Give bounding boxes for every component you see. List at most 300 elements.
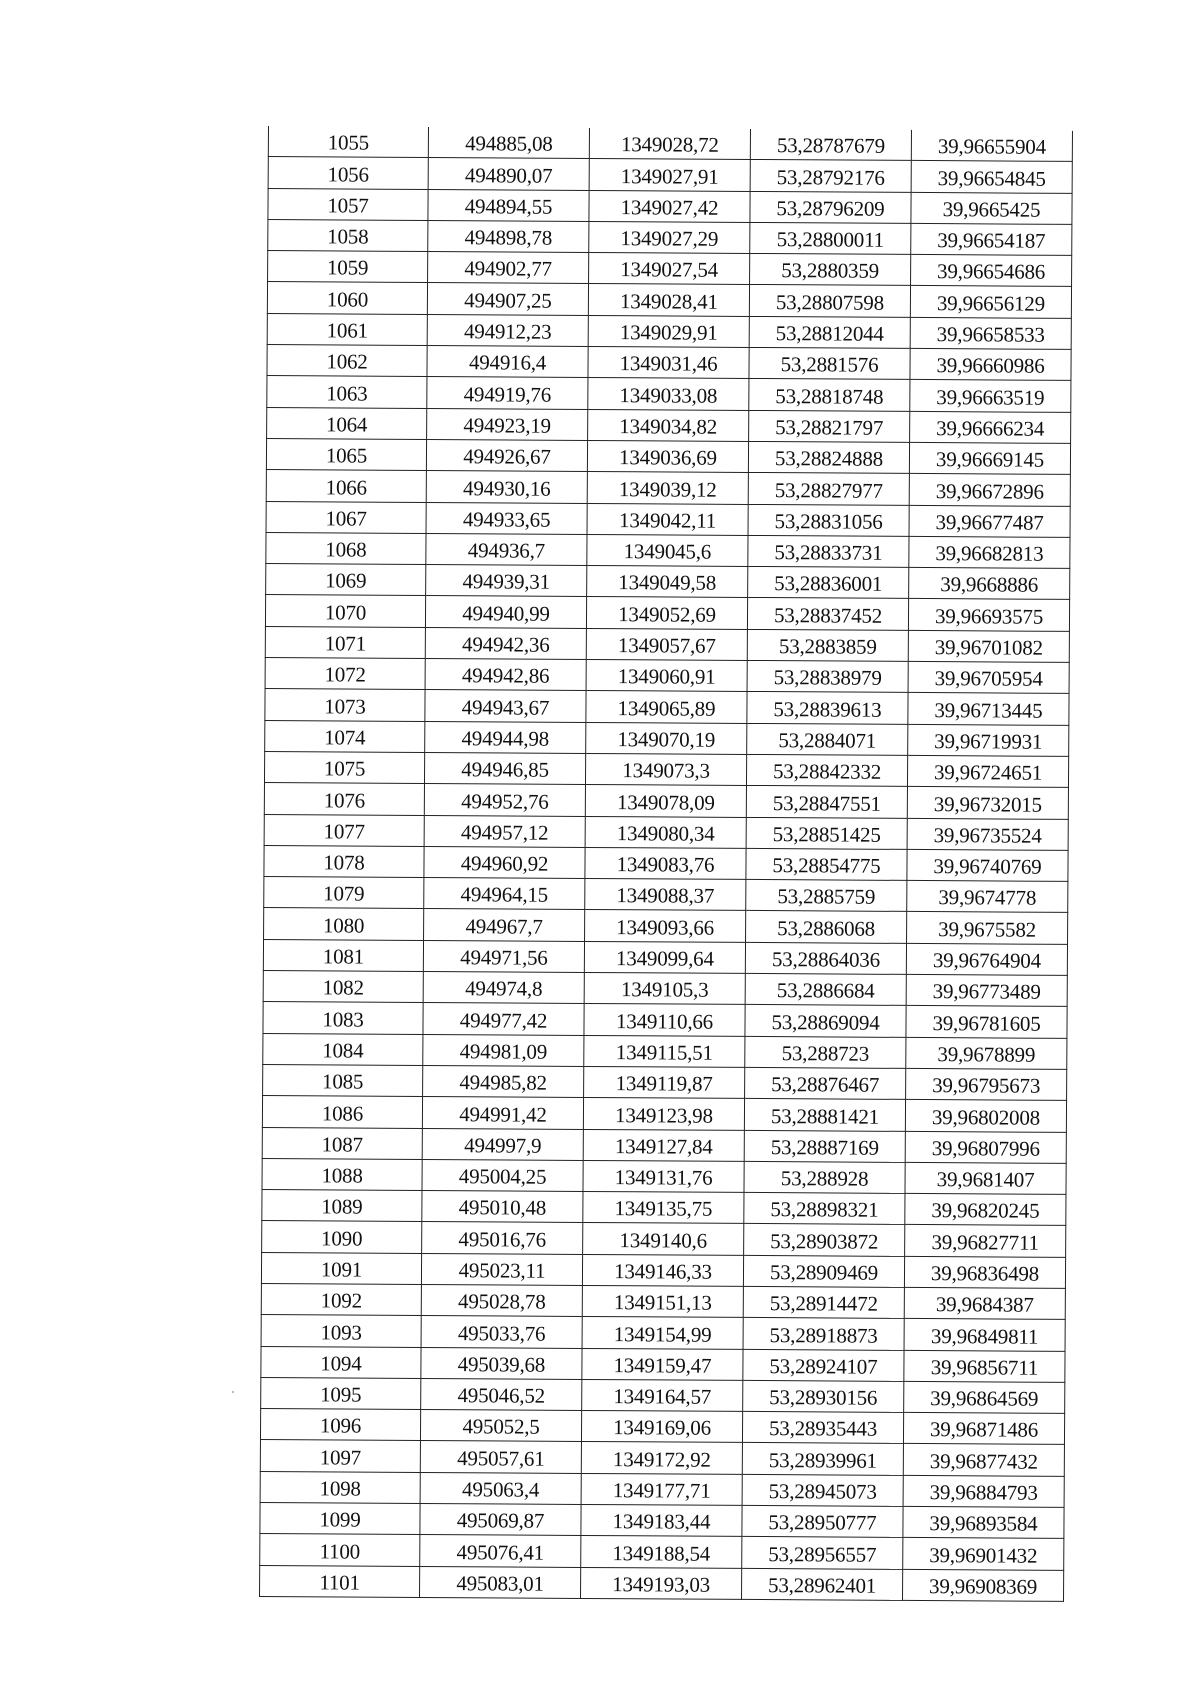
cell-value: 1078 [323,850,365,875]
table-row [260,1565,1064,1601]
cell-value: 53,2883859 [778,634,877,659]
cell-value: 39,96660986 [936,353,1045,379]
cell-value: 53,28792176 [776,164,885,190]
cell-value: 53,28881421 [770,1103,880,1129]
cell-value: 1061 [326,318,368,343]
table-row [262,1096,1066,1132]
y-coordinate-cell [587,566,748,598]
cell-value: 1100 [319,1538,361,1564]
cell-value: 494942,86 [461,663,550,689]
table-row [260,1409,1064,1445]
table-row [264,908,1068,944]
point-number-cell [265,720,425,752]
cell-value: 1099 [319,1507,361,1532]
coordinates-table [259,126,1073,1602]
point-number-cell [261,1346,421,1378]
x-coordinate-cell [424,815,585,847]
y-coordinate-cell [582,1348,743,1380]
latitude-cell [745,1005,906,1037]
y-coordinate-cell [584,941,745,973]
point-number-cell [267,313,427,345]
table-row [266,532,1070,568]
cell-value: 53,2886684 [776,978,875,1004]
latitude-cell [743,1255,904,1287]
cell-value: 39,96781605 [932,1010,1041,1036]
cell-value: 495033,76 [457,1320,546,1346]
cell-value: 53,28807598 [775,289,885,315]
table-row [265,626,1069,662]
point-number-cell [267,282,427,314]
x-coordinate-cell [425,659,586,691]
table-row [265,689,1069,725]
table-row [267,345,1071,381]
latitude-cell [746,848,907,880]
longitude-cell [903,1444,1064,1476]
longitude-cell [905,1225,1066,1257]
point-number-cell [261,1252,421,1284]
cell-value: 39,9675582 [938,916,1037,942]
scan-speck [232,1391,234,1393]
cell-value: 39,96672896 [935,478,1044,504]
cell-value: 53,28914472 [769,1291,878,1317]
cell-value: 1066 [325,474,367,500]
cell-value: 1349027,91 [620,163,719,189]
cell-value: 494940,99 [462,600,550,626]
point-number-cell [262,1158,422,1190]
latitude-cell [746,911,907,943]
cell-value: 53,28824888 [774,446,884,472]
table-row [263,1002,1067,1038]
y-coordinate-cell [585,753,746,785]
x-coordinate-cell [423,940,584,972]
y-coordinate-cell [584,972,745,1004]
table-row [264,814,1068,850]
cell-value: 1349080,34 [616,820,715,846]
cell-value: 39,96827711 [931,1229,1039,1255]
table-row [268,188,1072,224]
cell-value: 53,28956557 [768,1541,877,1567]
point-number-cell [260,1565,420,1597]
longitude-cell [911,223,1072,255]
table-row [260,1534,1064,1570]
cell-value: 53,28945073 [768,1479,877,1504]
cell-value: 39,96732015 [933,791,1042,817]
x-coordinate-cell [427,346,588,378]
cell-value: 495052,5 [462,1414,540,1440]
coordinates-table-body [260,126,1073,1601]
cell-value: 1062 [326,349,368,374]
cell-value: 39,96836498 [930,1261,1040,1286]
longitude-cell [907,787,1068,819]
latitude-cell [742,1474,903,1506]
cell-value: 1349183,44 [612,1509,711,1535]
cell-value: 53,2886068 [777,915,876,941]
point-number-cell [263,1064,423,1096]
cell-value: 39,96807996 [931,1135,1040,1161]
latitude-cell [750,160,911,192]
cell-value: 494907,25 [464,287,552,313]
longitude-cell [907,881,1068,913]
cell-value: 1349033,08 [619,382,718,408]
cell-value: 494936,7 [467,538,546,563]
cell-value: 53,28935443 [768,1416,878,1442]
cell-value: 1068 [325,537,367,562]
cell-value: 53,28950777 [768,1510,877,1536]
cell-value: 1095 [320,1382,362,1407]
longitude-cell [910,411,1071,443]
table-row [265,595,1069,631]
cell-value: 39,96864569 [930,1386,1039,1411]
cell-value: 1087 [321,1132,363,1157]
cell-value: 494952,76 [461,788,549,814]
cell-value: 495039,68 [457,1352,546,1377]
cell-value: 39,96677487 [935,509,1044,535]
cell-value: 1064 [325,412,368,437]
cell-value: 1063 [326,381,368,406]
longitude-cell [904,1381,1065,1413]
x-coordinate-cell [426,439,587,471]
longitude-cell [906,1037,1067,1069]
table-row [265,658,1069,694]
cell-value: 1349193,03 [612,1572,711,1597]
latitude-cell [748,535,909,567]
cell-value: 494985,82 [459,1070,547,1095]
y-coordinate-cell [582,1317,743,1349]
y-coordinate-cell [587,472,748,504]
point-number-cell [264,783,424,815]
cell-value: 1070 [324,600,367,625]
table-row [268,251,1072,287]
longitude-cell [911,192,1072,224]
x-coordinate-cell [426,565,587,597]
cell-value: 494964,15 [460,882,549,908]
y-coordinate-cell [581,1567,742,1599]
point-number-cell [264,814,424,846]
longitude-cell [910,349,1071,381]
cell-value: 1065 [325,443,368,468]
x-coordinate-cell [422,1159,583,1191]
x-coordinate-cell [427,377,588,409]
latitude-cell [744,1161,905,1193]
longitude-cell [904,1319,1065,1351]
longitude-cell [909,505,1070,537]
point-number-cell [266,532,426,564]
table-row [267,313,1071,349]
cell-value: 1088 [321,1163,363,1188]
cell-value: 53,28787679 [776,133,885,159]
longitude-cell [906,1006,1067,1038]
cell-value: 39,9668886 [940,572,1039,598]
cell-value: 53,28839613 [773,696,882,722]
cell-value: 1096 [319,1413,362,1439]
point-number-cell [265,689,425,721]
cell-value: 1349119,87 [615,1071,713,1096]
cell-value: 39,96764904 [932,948,1042,973]
cell-value: 1076 [323,787,366,813]
x-coordinate-cell [421,1347,582,1379]
cell-value: 53,28800011 [776,227,885,252]
table-row [266,564,1070,600]
cell-value: 53,28876467 [771,1072,880,1097]
y-coordinate-cell [586,628,747,660]
latitude-cell [744,1224,905,1256]
cell-value: 53,288928 [780,1166,869,1191]
cell-value: 1349083,76 [616,852,715,877]
cell-value: 39,96735524 [933,822,1042,848]
y-coordinate-cell [586,660,747,692]
x-coordinate-cell [421,1253,582,1285]
x-coordinate-cell [427,408,588,440]
cell-value: 494898,78 [464,225,553,250]
point-number-cell [266,564,426,596]
y-coordinate-cell [583,1129,744,1161]
cell-value: 1349031,46 [619,351,718,377]
longitude-cell [905,1131,1066,1163]
y-coordinate-cell [586,722,747,754]
longitude-cell [906,974,1067,1006]
latitude-cell [744,1099,905,1131]
table-row [263,1064,1067,1100]
cell-value: 1074 [324,725,366,750]
y-coordinate-cell [588,315,749,347]
x-coordinate-cell [428,127,589,159]
cell-value: 1093 [320,1319,362,1345]
longitude-cell [908,661,1069,693]
cell-value: 1349027,54 [620,257,719,283]
point-number-cell [260,1440,420,1472]
table-row [266,470,1070,506]
table-row [262,1190,1066,1226]
x-coordinate-cell [427,314,588,346]
table-row [267,282,1071,318]
longitude-cell [908,724,1069,756]
cell-value: 1101 [319,1570,360,1595]
cell-value: 39,96654187 [937,228,1046,253]
longitude-cell [903,1569,1064,1601]
cell-value: 53,2880359 [781,258,880,284]
cell-value: 494939,31 [462,569,551,595]
cell-value: 1097 [319,1445,362,1470]
cell-value: 53,28864036 [771,947,881,972]
point-number-cell [266,438,426,470]
y-coordinate-cell [582,1285,743,1317]
cell-value: 1098 [319,1476,361,1501]
cell-value: 1349177,71 [612,1478,711,1503]
table-row [264,783,1068,819]
x-coordinate-cell [420,1504,581,1536]
cell-value: 39,96669145 [935,447,1045,473]
cell-value: 1349029,91 [619,320,718,345]
cell-value: 1058 [327,224,369,249]
point-number-cell [260,1471,420,1503]
longitude-cell [905,1162,1066,1194]
cell-value: 494977,42 [459,1007,548,1033]
cell-value: 39,96871486 [929,1417,1039,1443]
x-coordinate-cell [424,909,585,941]
cell-value: 1079 [323,881,365,907]
cell-value: 494885,08 [465,131,553,157]
longitude-cell [907,912,1068,944]
cell-value: 1349027,29 [620,226,719,251]
x-coordinate-cell [426,502,587,534]
cell-value: 1090 [321,1226,363,1251]
y-coordinate-cell [585,785,746,817]
cell-value: 1085 [321,1069,364,1094]
cell-value: 1349049,58 [618,570,717,596]
cell-value: 53,28821797 [775,415,884,440]
y-coordinate-cell [585,816,746,848]
table-row [266,438,1070,474]
cell-value: 39,96856711 [930,1354,1039,1380]
latitude-cell [744,1193,905,1225]
longitude-cell [908,693,1069,725]
cell-value: 1349052,69 [618,601,716,627]
longitude-cell [904,1287,1065,1319]
cell-value: 495016,76 [458,1226,546,1252]
latitude-cell [748,567,909,599]
cell-value: 1075 [323,756,366,781]
cell-value: 53,2881576 [780,352,879,378]
point-number-cell [267,345,427,377]
point-number-cell [264,751,424,783]
latitude-cell [742,1568,903,1600]
table-row [263,939,1067,975]
y-coordinate-cell [588,409,749,441]
y-coordinate-cell [586,597,747,629]
point-number-cell [266,470,426,502]
x-coordinate-cell [422,1097,583,1129]
table-row [262,1221,1066,1257]
cell-value: 53,2884071 [778,728,877,753]
cell-value: 1069 [325,568,367,594]
table-row [261,1377,1065,1413]
cell-value: 1060 [326,287,369,312]
point-number-cell [267,376,427,408]
cell-value: 53,288723 [781,1041,870,1066]
cell-value: 1349045,6 [623,539,712,564]
longitude-cell [911,161,1072,193]
cell-value: 53,28796209 [776,195,885,221]
point-number-cell [262,1190,422,1222]
cell-value: 53,28918873 [769,1322,878,1348]
table-row [260,1440,1064,1476]
longitude-cell [907,818,1068,850]
cell-value: 39,96693575 [934,603,1044,629]
cell-value: 39,96654845 [937,165,1046,191]
latitude-cell [742,1505,903,1537]
cell-value: 1082 [322,975,364,1000]
cell-value: 39,9684387 [935,1292,1034,1317]
latitude-cell [746,817,907,849]
y-coordinate-cell [585,910,746,942]
point-number-cell [262,1221,422,1253]
cell-value: 494971,56 [460,945,548,970]
point-number-cell [260,1503,420,1535]
point-number-cell [261,1283,421,1315]
latitude-cell [750,222,911,254]
y-coordinate-cell [587,534,748,566]
cell-value: 1089 [321,1194,363,1219]
cell-value: 53,28930156 [769,1385,878,1410]
cell-value: 1067 [325,506,367,531]
point-number-cell [268,251,428,283]
y-coordinate-cell [584,1035,745,1067]
latitude-cell [746,786,907,818]
cell-value: 53,28887169 [770,1134,879,1160]
x-coordinate-cell [426,533,587,565]
latitude-cell [747,723,908,755]
y-coordinate-cell [583,1192,744,1224]
latitude-cell [747,629,908,661]
cell-value: 1055 [327,130,370,155]
cell-value: 1349159,47 [613,1353,712,1378]
cell-value: 1349110,66 [615,1008,714,1034]
latitude-cell [745,973,906,1005]
cell-value: 1349028,41 [619,288,718,314]
y-coordinate-cell [588,347,749,379]
cell-value: 1349115,51 [615,1040,713,1065]
cell-value: 495083,01 [456,1571,544,1596]
x-coordinate-cell [422,1191,583,1223]
point-number-cell [268,188,428,220]
y-coordinate-cell [587,440,748,472]
longitude-cell [903,1506,1064,1538]
cell-value: 1349154,99 [613,1321,712,1347]
cell-value: 53,28869094 [771,1009,880,1035]
longitude-cell [904,1350,1065,1382]
cell-value: 39,96654686 [937,259,1046,285]
cell-value: 495023,11 [458,1258,546,1283]
cell-value: 53,28898321 [770,1197,879,1223]
x-coordinate-cell [424,752,585,784]
cell-value: 1349042,11 [619,508,717,533]
point-number-cell [261,1315,421,1347]
cell-value: 39,9665425 [942,197,1041,222]
point-number-cell [264,908,424,940]
cell-value: 1349027,42 [620,195,719,220]
cell-value: 53,28842332 [772,759,882,784]
cell-value: 494930,16 [462,475,551,501]
cell-value: 1349123,98 [615,1102,713,1128]
longitude-cell [910,380,1071,412]
table-row [261,1346,1065,1382]
cell-value: 1349078,09 [616,789,715,815]
cell-value: 39,9681407 [936,1167,1035,1192]
cell-value: 53,28903872 [770,1228,879,1254]
point-number-cell [263,939,423,971]
table-row [263,971,1067,1007]
point-number-cell [262,1127,422,1159]
y-coordinate-cell [584,1004,745,1036]
x-coordinate-cell [422,1128,583,1160]
point-number-cell [261,1377,421,1409]
cell-value: 39,96705954 [934,666,1043,692]
cell-value: 1084 [322,1038,364,1063]
cell-value: 39,96795673 [932,1073,1041,1098]
cell-value: 1349060,91 [617,664,716,690]
latitude-cell [750,191,911,223]
table-row [268,219,1072,255]
cell-value: 494926,67 [463,444,551,469]
longitude-cell [904,1256,1065,1288]
cell-value: 495004,25 [458,1164,547,1189]
x-coordinate-cell [423,1065,584,1097]
cell-value: 494923,19 [463,413,551,438]
cell-value: 495063,4 [462,1477,540,1502]
cell-value: 494960,92 [460,851,549,876]
x-coordinate-cell [427,283,588,315]
cell-value: 39,96656129 [936,290,1046,316]
